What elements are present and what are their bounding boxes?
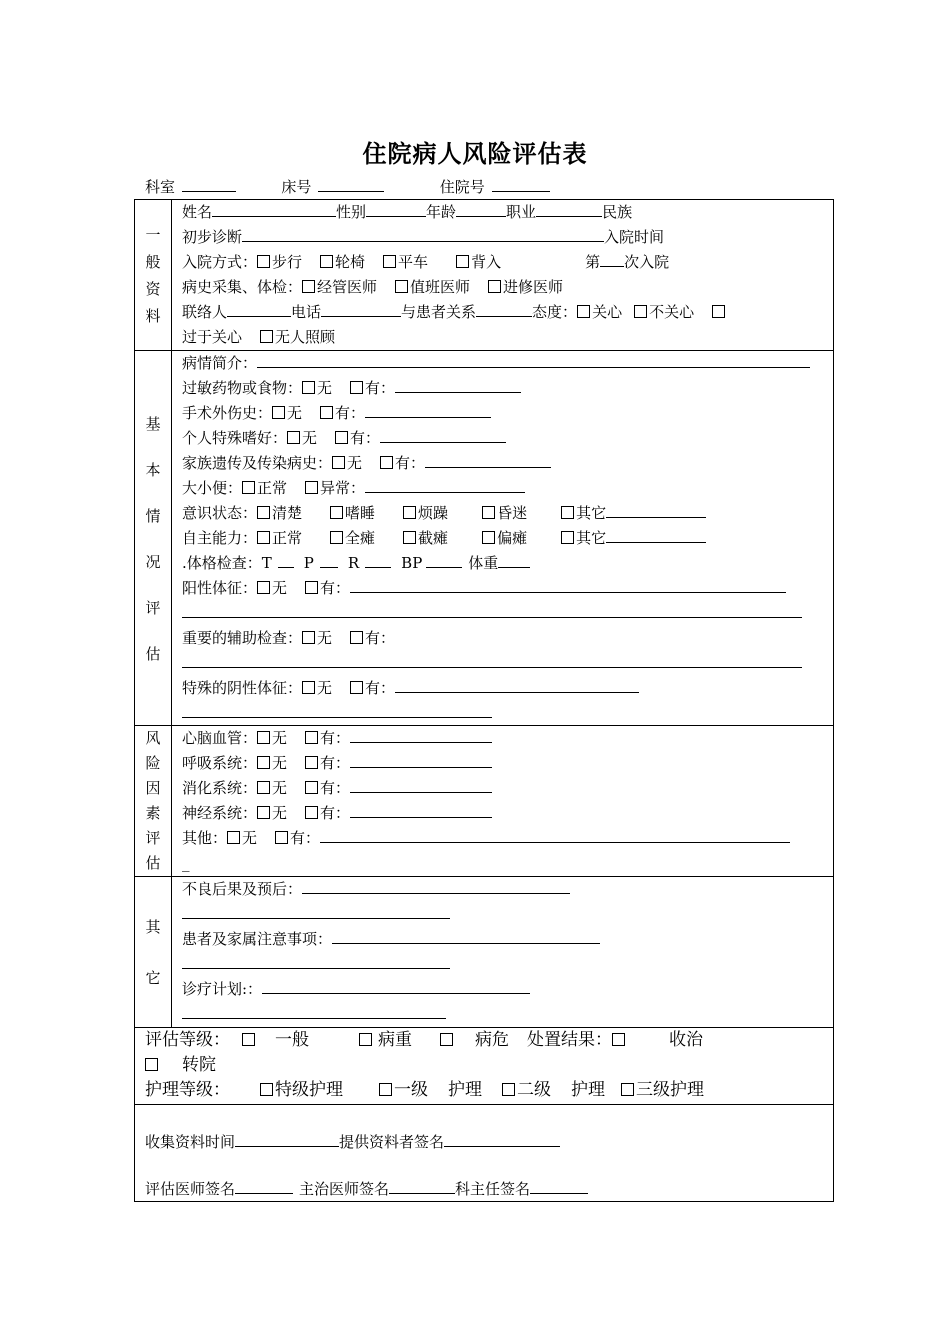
nurse-one-label: 一级 xyxy=(394,1080,428,1100)
section-general xyxy=(135,200,833,351)
negative-none-checkbox[interactable] xyxy=(302,681,315,694)
exam-weight-label: 体重 xyxy=(468,554,499,572)
risk-resp-yes-label: 有： xyxy=(320,754,351,772)
risk-resp-field[interactable] xyxy=(350,755,492,768)
risk-other-yes-checkbox[interactable] xyxy=(275,831,288,844)
family-none-label: 无 xyxy=(347,454,363,472)
risk-digest-label: 消化系统： xyxy=(182,779,258,797)
surgery-none-label: 无 xyxy=(287,404,303,422)
director-label: 科主任签名 xyxy=(455,1180,531,1198)
positive-label: 阳性体征： xyxy=(182,579,258,597)
surgery-yes-checkbox[interactable] xyxy=(320,406,333,419)
allergy-field[interactable] xyxy=(395,380,521,393)
risk-other-dash: _ xyxy=(182,854,190,872)
negative-field-cont[interactable] xyxy=(182,705,492,718)
habit-label: 个人特殊嗜好： xyxy=(182,429,288,447)
risk-cardio-field[interactable] xyxy=(350,730,492,743)
admit-mode-label: 入院方式： xyxy=(182,253,258,271)
gender-field[interactable] xyxy=(366,204,426,217)
phone-field[interactable] xyxy=(321,304,401,317)
conscious-other-field[interactable] xyxy=(606,505,706,518)
aux-none-label: 无 xyxy=(317,629,333,647)
age-field[interactable] xyxy=(456,204,506,217)
negative-yes-label: 有： xyxy=(365,679,396,697)
aux-yes-label: 有： xyxy=(365,629,396,647)
excretion-field[interactable] xyxy=(365,480,525,493)
nurse-two-checkbox[interactable] xyxy=(502,1083,515,1096)
risk-resp-yes-checkbox[interactable] xyxy=(305,756,318,769)
provider-field[interactable] xyxy=(444,1134,560,1147)
mode-walk-checkbox[interactable] xyxy=(257,255,270,268)
contact-label: 联络人 xyxy=(182,303,228,321)
doctor-attending-checkbox[interactable] xyxy=(302,280,315,293)
selfcare-hemi-checkbox[interactable] xyxy=(482,531,495,544)
family-yes-checkbox[interactable] xyxy=(380,456,393,469)
attitude-uncaring-label: 不关心 xyxy=(649,303,695,321)
excretion-normal-label: 正常 xyxy=(257,479,288,497)
bed-label: 床号 xyxy=(281,178,312,196)
nurse-one-checkbox[interactable] xyxy=(379,1083,392,1096)
section-other-label: 其 它 xyxy=(135,877,172,1027)
family-label: 家族遗传及传染病史： xyxy=(182,454,333,472)
selfcare-total-label: 全瘫 xyxy=(345,529,376,547)
director-field[interactable] xyxy=(530,1181,588,1194)
conscious-agitated-label: 烦躁 xyxy=(418,504,449,522)
admission-no-label: 住院号 xyxy=(439,178,485,196)
conscious-coma-label: 昏迷 xyxy=(497,504,528,522)
positive-none-label: 无 xyxy=(272,579,288,597)
exam-bp-field[interactable] xyxy=(426,555,462,568)
history-label: 病史采集、体检： xyxy=(182,278,303,296)
attitude-caring-checkbox[interactable] xyxy=(577,305,590,318)
habit-field[interactable] xyxy=(380,430,506,443)
contact-field[interactable] xyxy=(227,304,291,317)
family-field[interactable] xyxy=(425,455,551,468)
negative-field[interactable] xyxy=(395,680,639,693)
section-general-label: 一 般 资 料 xyxy=(135,200,172,350)
admit-time-label: 入院时间 xyxy=(604,228,665,246)
doctor-attending-label: 经管医师 xyxy=(317,278,378,296)
mode-stretcher-checkbox[interactable] xyxy=(383,255,396,268)
family-none-checkbox[interactable] xyxy=(332,456,345,469)
doctor-oncall-label: 值班医师 xyxy=(410,278,471,296)
eval-doctor-field[interactable] xyxy=(235,1181,293,1194)
nurse-two-suffix: 护理 xyxy=(571,1080,605,1100)
admit-count-label: 第 xyxy=(585,253,601,271)
attitude-nocare-label: 无人照顾 xyxy=(275,328,336,346)
mode-stretcher-label: 平车 xyxy=(398,253,429,271)
excretion-abnormal-checkbox[interactable] xyxy=(305,481,318,494)
mode-carried-label: 背入 xyxy=(471,253,502,271)
job-field[interactable] xyxy=(536,204,602,217)
selfcare-label: 自主能力： xyxy=(182,529,258,547)
negative-label: 特殊的阴性体征： xyxy=(182,679,303,697)
outcome-label: 不良后果及预后： xyxy=(182,880,303,898)
conscious-label: 意识状态： xyxy=(182,504,258,522)
outcome-field[interactable] xyxy=(302,881,570,894)
risk-resp-none-label: 无 xyxy=(272,754,288,772)
surgery-none-checkbox[interactable] xyxy=(272,406,285,419)
provider-label: 提供资料者签名 xyxy=(339,1133,445,1151)
result-transfer-checkbox[interactable] xyxy=(145,1058,158,1071)
habit-yes-checkbox[interactable] xyxy=(335,431,348,444)
positive-field[interactable] xyxy=(350,580,786,593)
result-label: 处置结果： xyxy=(527,1030,612,1050)
notice-label: 患者及家属注意事项： xyxy=(182,930,333,948)
plan-label: 诊疗计划:： xyxy=(182,980,263,998)
allergy-none-checkbox[interactable] xyxy=(302,381,315,394)
form-title: 住院病人风险评估表 xyxy=(362,139,588,168)
chief-doctor-label: 主治医师签名 xyxy=(299,1180,390,1198)
exam-weight-field[interactable] xyxy=(498,555,530,568)
notice-field-cont[interactable] xyxy=(182,956,450,969)
diagnosis-field[interactable] xyxy=(242,229,604,242)
nurse-special-checkbox[interactable] xyxy=(260,1083,273,1096)
section-basic-label: 基 本 情 况 评 估 xyxy=(135,351,172,725)
positive-yes-label: 有： xyxy=(320,579,351,597)
risk-neuro-yes-checkbox[interactable] xyxy=(305,806,318,819)
mode-wheelchair-checkbox[interactable] xyxy=(320,255,333,268)
nurse-one-suffix: 护理 xyxy=(448,1080,482,1100)
risk-other-label: 其他： xyxy=(182,829,228,847)
risk-neuro-none-label: 无 xyxy=(272,804,288,822)
mode-walk-label: 步行 xyxy=(272,253,303,271)
doctor-oncall-checkbox[interactable] xyxy=(395,280,408,293)
risk-other-field[interactable] xyxy=(320,830,790,843)
habit-none-checkbox[interactable] xyxy=(287,431,300,444)
aux-none-checkbox[interactable] xyxy=(302,631,315,644)
attitude-overcaring-label: 过于关心 xyxy=(182,328,243,346)
exam-r-field[interactable] xyxy=(365,555,391,568)
risk-neuro-label: 神经系统： xyxy=(182,804,258,822)
positive-field-cont[interactable] xyxy=(182,605,802,618)
collect-time-label: 收集资料时间 xyxy=(145,1133,236,1151)
exam-t-field[interactable] xyxy=(278,555,294,568)
risk-other-none-label: 无 xyxy=(242,829,258,847)
bed-field[interactable] xyxy=(318,179,384,192)
plan-field-cont[interactable] xyxy=(182,1006,446,1019)
risk-cardio-yes-label: 有： xyxy=(320,729,351,747)
chief-doctor-field[interactable] xyxy=(389,1181,455,1194)
section-other xyxy=(135,877,833,1028)
brief-label: 病情简介： xyxy=(182,354,258,372)
conscious-coma-checkbox[interactable] xyxy=(482,506,495,519)
conscious-agitated-checkbox[interactable] xyxy=(403,506,416,519)
section-sign xyxy=(135,1105,833,1201)
surgery-yes-label: 有： xyxy=(335,404,366,422)
brief-field[interactable] xyxy=(257,355,810,368)
risk-cardio-yes-checkbox[interactable] xyxy=(305,731,318,744)
eval-normal-checkbox[interactable] xyxy=(242,1033,255,1046)
risk-resp-none-checkbox[interactable] xyxy=(257,756,270,769)
diagnosis-label: 初步诊断 xyxy=(182,228,243,246)
outcome-field-cont[interactable] xyxy=(182,906,450,919)
risk-cardio-label: 心脑血管： xyxy=(182,729,258,747)
risk-form-table xyxy=(134,199,834,1202)
risk-neuro-yes-label: 有： xyxy=(320,804,351,822)
allergy-none-label: 无 xyxy=(317,379,333,397)
selfcare-normal-label: 正常 xyxy=(272,529,303,547)
admit-count-suffix: 次入院 xyxy=(624,253,670,271)
eval-serious-checkbox[interactable] xyxy=(359,1033,372,1046)
habit-none-label: 无 xyxy=(302,429,318,447)
risk-neuro-none-checkbox[interactable] xyxy=(257,806,270,819)
dept-field[interactable] xyxy=(182,179,236,192)
nurse-three-checkbox[interactable] xyxy=(621,1083,634,1096)
selfcare-total-checkbox[interactable] xyxy=(330,531,343,544)
risk-digest-yes-label: 有： xyxy=(320,779,351,797)
selfcare-other-label: 其它 xyxy=(576,529,607,547)
surgery-field[interactable] xyxy=(365,405,491,418)
allergy-yes-label: 有： xyxy=(365,379,396,397)
risk-digest-none-checkbox[interactable] xyxy=(257,781,270,794)
doctor-trainee-label: 进修医师 xyxy=(503,278,564,296)
nurse-two-label: 二级 xyxy=(517,1080,551,1100)
risk-resp-label: 呼吸系统： xyxy=(182,754,258,772)
exam-r-label: R xyxy=(347,554,360,572)
eval-doctor-label: 评估医师签名 xyxy=(145,1180,236,1198)
gender-label: 性别 xyxy=(336,203,367,221)
exam-p-label: P xyxy=(303,554,314,572)
conscious-other-checkbox[interactable] xyxy=(561,506,574,519)
notice-field[interactable] xyxy=(332,931,600,944)
ethnic-label: 民族 xyxy=(602,203,633,221)
result-admit-label: 收治 xyxy=(669,1030,703,1050)
allergy-yes-checkbox[interactable] xyxy=(350,381,363,394)
eval-label: 评估等级： xyxy=(145,1030,230,1050)
doctor-trainee-checkbox[interactable] xyxy=(488,280,501,293)
selfcare-para-checkbox[interactable] xyxy=(403,531,416,544)
habit-yes-label: 有： xyxy=(350,429,381,447)
name-label: 姓名 xyxy=(182,203,213,221)
attitude-uncaring-checkbox[interactable] xyxy=(634,305,647,318)
section-risk xyxy=(135,726,833,877)
admission-no-field[interactable] xyxy=(492,179,550,192)
section-grade xyxy=(135,1028,833,1105)
risk-digest-yes-checkbox[interactable] xyxy=(305,781,318,794)
risk-other-none-checkbox[interactable] xyxy=(227,831,240,844)
nurse-label: 护理等级： xyxy=(145,1080,230,1100)
job-label: 职业 xyxy=(506,203,537,221)
admit-count-field[interactable] xyxy=(600,254,624,267)
conscious-other-label: 其它 xyxy=(576,504,607,522)
positive-yes-checkbox[interactable] xyxy=(305,581,318,594)
eval-critical-label: 病危 xyxy=(475,1030,509,1050)
attitude-caring-label: 关心 xyxy=(592,303,623,321)
mode-wheelchair-label: 轮椅 xyxy=(335,253,366,271)
attitude-overcaring-checkbox[interactable] xyxy=(712,305,725,318)
positive-none-checkbox[interactable] xyxy=(257,581,270,594)
aux-label: 重要的辅助检查： xyxy=(182,629,303,647)
relation-field[interactable] xyxy=(476,304,532,317)
risk-cardio-none-checkbox[interactable] xyxy=(257,731,270,744)
exam-bp-label: BP xyxy=(401,554,423,572)
family-yes-label: 有： xyxy=(395,454,426,472)
selfcare-other-checkbox[interactable] xyxy=(561,531,574,544)
collect-time-field[interactable] xyxy=(235,1134,339,1147)
conscious-clear-checkbox[interactable] xyxy=(257,506,270,519)
section-risk-label: 风 险 因 素 评 估 xyxy=(135,726,172,876)
risk-other-yes-label: 有： xyxy=(290,829,321,847)
eval-critical-checkbox[interactable] xyxy=(440,1033,453,1046)
selfcare-other-field[interactable] xyxy=(606,530,706,543)
header-row xyxy=(145,176,550,197)
risk-neuro-field[interactable] xyxy=(350,805,492,818)
selfcare-normal-checkbox[interactable] xyxy=(257,531,270,544)
risk-digest-field[interactable] xyxy=(350,780,492,793)
plan-field[interactable] xyxy=(262,981,530,994)
name-field[interactable] xyxy=(212,204,336,217)
risk-cardio-none-label: 无 xyxy=(272,729,288,747)
section-basic xyxy=(135,351,833,726)
attitude-nocare-checkbox[interactable] xyxy=(260,330,273,343)
conscious-drowsy-label: 嗜睡 xyxy=(345,504,376,522)
result-admit-checkbox[interactable] xyxy=(612,1033,625,1046)
attitude-label: 态度： xyxy=(532,303,578,321)
exam-t-label: .体格检查：T xyxy=(182,554,272,572)
allergy-label: 过敏药物或食物： xyxy=(182,379,303,397)
phone-label: 电话 xyxy=(291,303,322,321)
surgery-label: 手术外伤史： xyxy=(182,404,273,422)
age-label: 年龄 xyxy=(426,203,457,221)
aux-yes-checkbox[interactable] xyxy=(350,631,363,644)
negative-none-label: 无 xyxy=(317,679,333,697)
negative-yes-checkbox[interactable] xyxy=(350,681,363,694)
mode-carried-checkbox[interactable] xyxy=(456,255,469,268)
nurse-three-label: 三级护理 xyxy=(636,1080,704,1100)
exam-p-field[interactable] xyxy=(320,555,338,568)
excretion-normal-checkbox[interactable] xyxy=(242,481,255,494)
nurse-special-label: 特级护理 xyxy=(275,1080,343,1100)
result-transfer-label: 转院 xyxy=(182,1055,216,1075)
selfcare-hemi-label: 偏瘫 xyxy=(497,529,528,547)
eval-serious-label: 病重 xyxy=(378,1030,412,1050)
conscious-clear-label: 清楚 xyxy=(272,504,303,522)
aux-field[interactable] xyxy=(182,655,802,668)
risk-digest-none-label: 无 xyxy=(272,779,288,797)
conscious-drowsy-checkbox[interactable] xyxy=(330,506,343,519)
excretion-abnormal-label: 异常： xyxy=(320,479,366,497)
eval-normal-label: 一般 xyxy=(275,1030,309,1050)
relation-label: 与患者关系 xyxy=(401,303,477,321)
selfcare-para-label: 截瘫 xyxy=(418,529,449,547)
dept-label: 科室 xyxy=(145,178,176,196)
excretion-label: 大小便： xyxy=(182,479,243,497)
